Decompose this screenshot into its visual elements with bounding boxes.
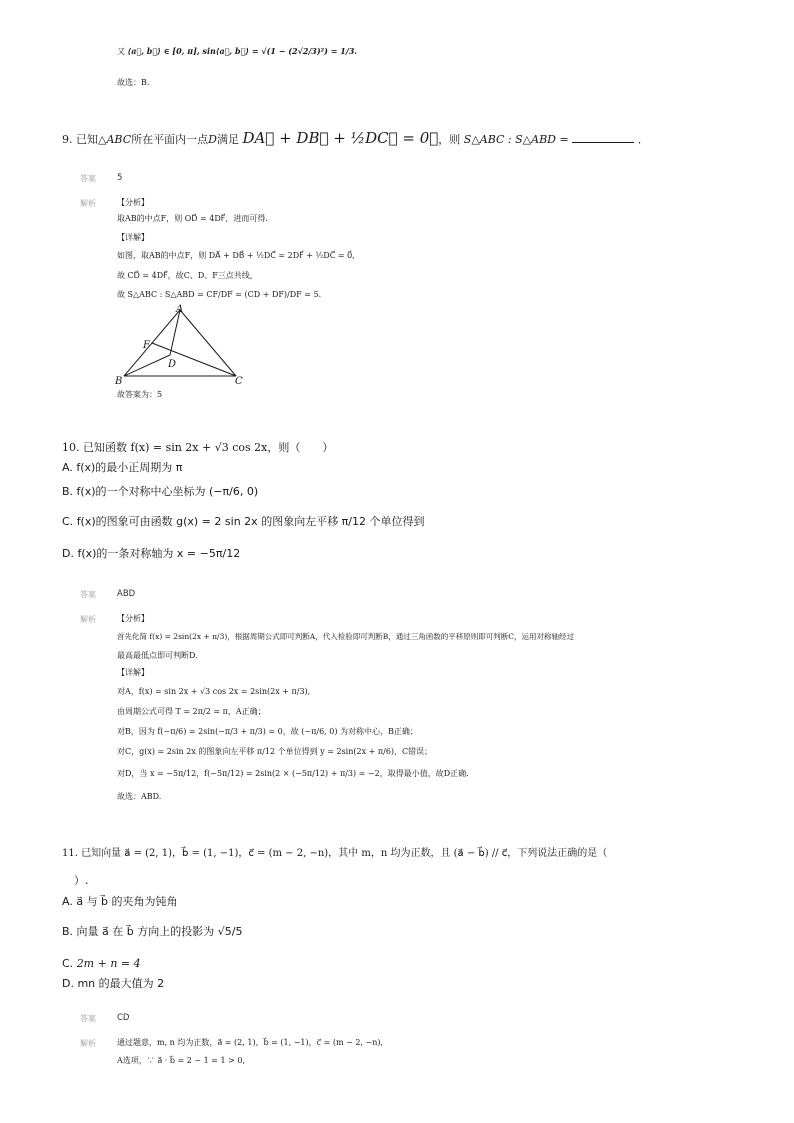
q9-analysis-line3: 故 CD⃗ = 4DF⃗，故C、D、F三点共线， (117, 271, 258, 280)
q11-analysis-label: 解析 (80, 1039, 96, 1048)
q10-analysis-line6: 对D，当 x = −5π/12，f(−5π/12) = 2sin(2 × (−5π/12) + π/3) = −2，取得最小值，故D正确. (117, 769, 469, 778)
q10-fenxi: 【分析】 (117, 614, 149, 623)
q9-analysis-line5: 故答案为：5 (117, 390, 163, 399)
q10-analysis-line3: 由周期公式可得 T = 2π/2 = π，A正确； (117, 707, 266, 716)
q10-analysis-line1b: 最高最低点即可判断D. (117, 651, 198, 660)
q10-analysis-line4: 对B，因为 f(−π/6) = 2sin(−π/3 + π/3) = 0，故 (−π/6, 0) 为对称中心，B正确； (117, 727, 418, 736)
q10-option-c: C. f(x)的图象可由函数 g(x) = 2 sin 2x 的图象向左平移 π/12 个单位得到 (62, 515, 425, 528)
top-continuation-line1: 又 ⟨a⃗, b⃗⟩ ∈ [0, π], sin⟨a⃗, b⃗⟩ = √(1 − (2√2/3)²) = 1/3. (117, 46, 358, 56)
vertex-label-f: F (143, 340, 150, 351)
q11-answer-label: 答案 (80, 1014, 96, 1023)
q10-analysis-line2: 对A，f(x) = sin 2x + √3 cos 2x = 2sin(2x + π/3), (117, 687, 311, 696)
q11-option-d: D. mn 的最大值为 2 (62, 977, 165, 990)
segment-fc (152, 343, 236, 376)
q9-analysis-line2: 如图，取AB的中点F，则 DA⃗ + DB⃗ + ½DC⃗ = 2DF⃗ + ½DC⃗ = 0⃗, (117, 251, 355, 260)
q11-option-b: B. 向量 a⃗ 在 b⃗ 方向上的投影为 √5/5 (62, 925, 243, 938)
q10-stem: 10. 已知函数 f(x) = sin 2x + √3 cos 2x，则（ ） (62, 441, 334, 454)
q11-analysis-line2: A选项，∵ a⃗ · b⃗ = 2 − 1 = 1 > 0, (117, 1056, 245, 1065)
q10-answer-label: 答案 (80, 590, 96, 599)
vertex-label-c: C (235, 376, 243, 387)
q10-option-d: D. f(x)的一条对称轴为 x = −5π/12 (62, 547, 241, 560)
segment-ad (170, 310, 180, 355)
q11-stem: 11. 已知向量 a⃗ = (2, 1)，b⃗ = (1, −1)，c⃗ = (m − 2, −n)，其中 m，n 均为正数，且 (a⃗ − b⃗) // c⃗，下列说法正确的是（ (62, 848, 608, 859)
q9-answer-blank (572, 133, 634, 143)
q11-stem-end: ）. (74, 874, 89, 887)
q10-answer-value: ABD (117, 589, 136, 599)
q10-analysis-line5: 对C，g(x) = 2sin 2x 的图象向左平移 π/12 个单位得到 y = 2sin(2x + π/6)，C错误； (117, 747, 433, 756)
q10-analysis-line7: 故选：ABD. (117, 792, 162, 801)
q11-analysis-line1: 通过题意，m, n 均为正数，a⃗ = (2, 1)，b⃗ = (1, −1)，c⃗ = (m − 2, −n), (117, 1038, 384, 1047)
q9-stem: 9. 已知△ABC所在平面内一点D满足 DA⃗ + DB⃗ + ½DC⃗ = 0⃗，则 S△ABC : S△ABD = ． (62, 129, 649, 147)
q10-analysis-line1: 首先化简 f(x) = 2sin(2x + π/3)，根据周期公式即可判断A，代入检验即可判断B，通过三角函数的平移原则即可判断C，运用对称轴经过 (117, 632, 574, 641)
q11-option-c: C. 2m + n = 4 (62, 957, 141, 970)
q9-xiangjie: 【详解】 (117, 233, 149, 242)
q9-triangle-figure (112, 304, 252, 388)
q9-answer-value: 5 (117, 173, 123, 183)
q9-analysis-label: 解析 (80, 199, 96, 208)
segment-bd (124, 355, 170, 376)
vertex-label-b: B (115, 376, 123, 387)
q11-option-a: A. a⃗ 与 b⃗ 的夹角为钝角 (62, 895, 178, 908)
q9-analysis-line4: 故 S△ABC : S△ABD = CF/DF = (CD + DF)/DF = 5. (117, 290, 322, 299)
q10-option-a: A. f(x)的最小正周期为 π (62, 461, 183, 474)
q9-analysis-line1: 取AB的中点F，则 OD⃗ = 4DF⃗，进而可得. (117, 214, 268, 223)
vertex-label-a: A (176, 304, 184, 315)
q10-analysis-label: 解析 (80, 615, 96, 624)
top-continuation-line2: 故选：B. (117, 78, 150, 87)
q11-answer-value: CD (117, 1013, 130, 1023)
q10-xiangjie: 【详解】 (117, 668, 149, 677)
edge-ac (180, 310, 236, 376)
q9-answer-label: 答案 (80, 174, 96, 183)
vertex-label-d: D (168, 359, 177, 370)
q9-fenxi: 【分析】 (117, 198, 149, 207)
q10-option-b: B. f(x)的一个对称中心坐标为 (−π/6, 0) (62, 485, 259, 498)
